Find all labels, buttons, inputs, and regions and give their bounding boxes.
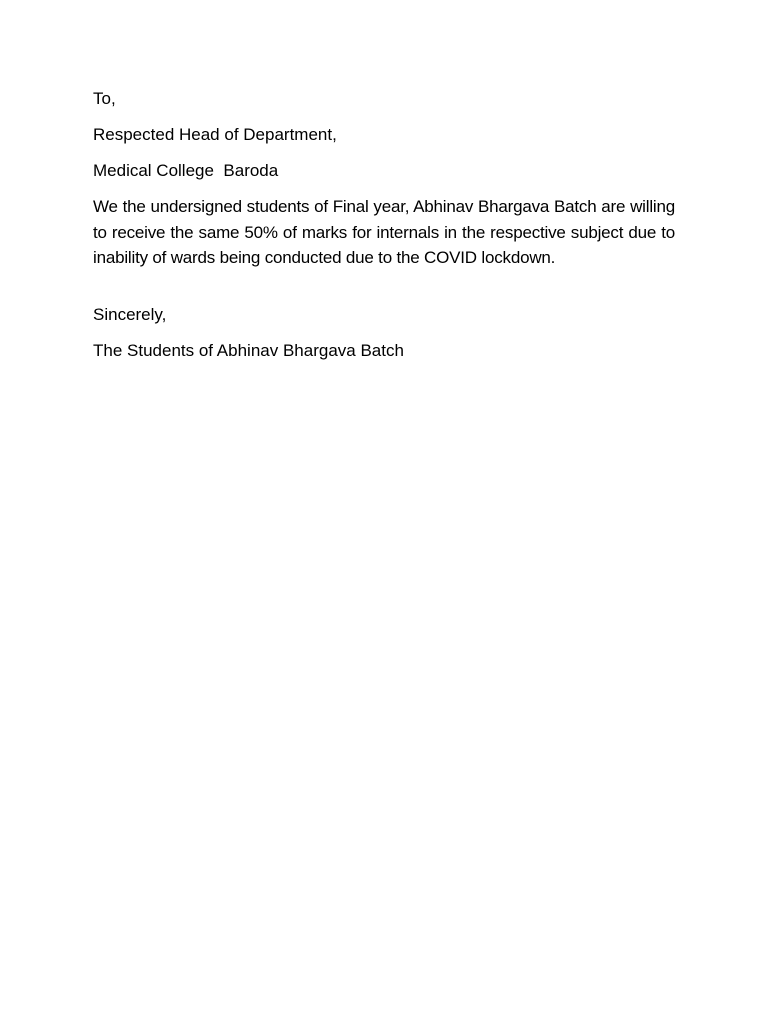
signature: The Students of Abhinav Bhargava Batch bbox=[93, 340, 404, 360]
closing: Sincerely, bbox=[93, 304, 167, 324]
letter-body: We the undersigned students of Final year, Abhinav Bhargava Batch are willing to receive the same 50% of marks for internals in the respective subject due to inability of wards being conducted due to the COVID lockdown. bbox=[93, 197, 675, 268]
letter-content bbox=[93, 86, 675, 364]
recipient-organization: Medical College Baroda bbox=[93, 161, 279, 180]
recipient-title: Respected Head of Department, bbox=[93, 125, 337, 144]
salutation: To, bbox=[93, 89, 116, 108]
